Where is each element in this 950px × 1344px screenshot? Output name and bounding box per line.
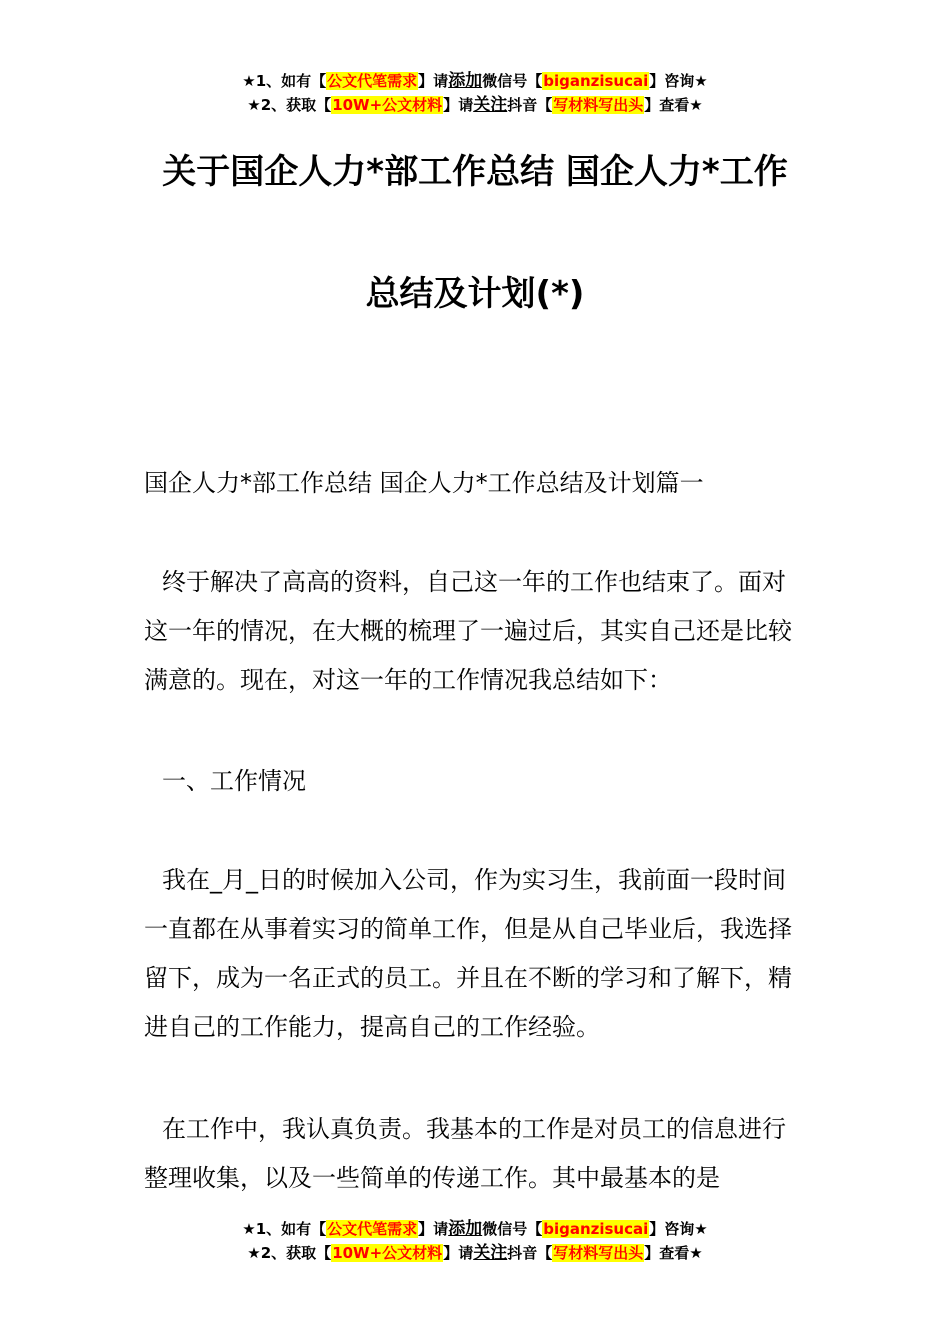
banner-line-2: ★2、获取【10W+公文材料】请关注抖音【写材料写出头】查看★ [247, 95, 703, 115]
header-banner [0, 69, 950, 117]
footer-banner [0, 1217, 950, 1265]
banner-line-1: ★1、如有【公文代笔需求】请添加微信号【biganzisucai】咨询★ [242, 71, 708, 91]
footer-highlight-service: 公文代笔需求 [327, 1220, 418, 1238]
highlight-service: 公文代笔需求 [327, 72, 418, 90]
footer-underlined-add: 添加 [448, 1219, 483, 1239]
footer-highlight-douyin-account: 写材料写出头 [553, 1244, 644, 1262]
paragraph-responsibilities: 在工作中，我认真负责。我基本的工作是对员工的信息进行整理收集，以及一些简单的传递工作。其中最基本的是 [144, 1115, 786, 1192]
highlight-wechat-id: biganzisucai [543, 72, 649, 90]
section-heading-work-status: 一、工作情况 [162, 767, 306, 795]
footer-highlight-materials: 10W+公文材料 [332, 1244, 443, 1262]
underlined-follow: 关注 [473, 95, 508, 115]
footer-banner-line-1: ★1、如有【公文代笔需求】请添加微信号【biganzisucai】咨询★ [242, 1219, 708, 1239]
footer-banner-line-2: ★2、获取【10W+公文材料】请关注抖音【写材料写出头】查看★ [247, 1243, 703, 1263]
paragraph-intro: 终于解决了高高的资料，自己这一年的工作也结束了。面对这一年的情况，在大概的梳理了一遍过后，其实自己还是比较满意的。现在，对这一年的工作情况我总结如下： [144, 568, 792, 694]
highlight-douyin-account: 写材料写出头 [553, 96, 644, 114]
underlined-add: 添加 [448, 71, 483, 91]
document-subtitle: 国企人力*部工作总结 国企人力*工作总结及计划篇一 [144, 469, 704, 497]
footer-highlight-wechat-id: biganzisucai [543, 1220, 649, 1238]
highlight-materials: 10W+公文材料 [332, 96, 443, 114]
document-title-line-2: 总结及计划(*) [365, 274, 585, 314]
footer-underlined-follow: 关注 [473, 1243, 508, 1263]
paragraph-joining: 我在_月_日的时候加入公司，作为实习生，我前面一段时间一直都在从事着实习的简单工作，但是从自己毕业后，我选择留下，成为一名正式的员工。并且在不断的学习和了解下，精进自己的工作能力，提高自己的工作经验。 [144, 866, 792, 1041]
document-title-line-1: 关于国企人力*部工作总结 国企人力*工作 [162, 152, 788, 192]
